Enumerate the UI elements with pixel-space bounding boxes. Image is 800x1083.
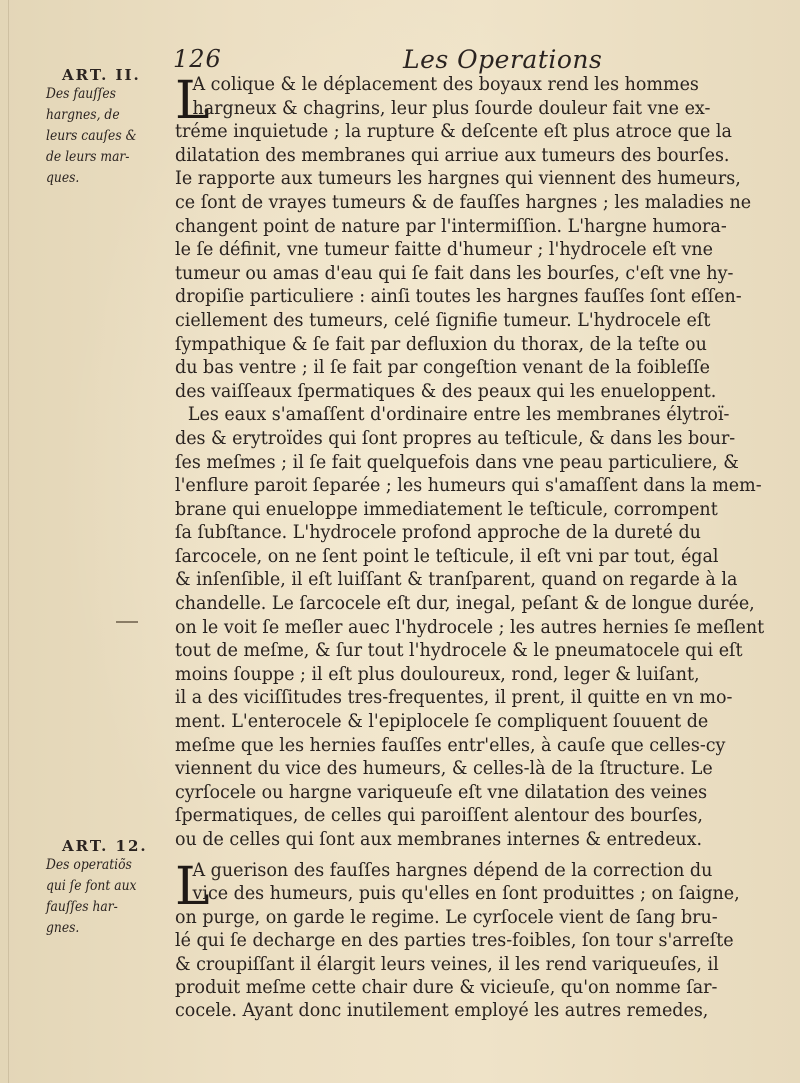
text-line: ce ſont de vrayes tumeurs & de fauſſes hargnes ; les maladies ne [175,190,752,213]
running-head: Les Operations [403,45,603,74]
text-line: ciellement des tumeurs, celé ſignifie tumeur. L'hydrocele eſt [175,308,711,331]
dropcap-initial: L [175,71,210,131]
text-line: brane qui enueloppe immediatement le teſticule, corrompent [175,497,718,520]
text-line: des & erytroïdes qui ſont propres au teſticule, & dans les bour- [175,426,736,449]
text-line: changent point de nature par l'intermiſſion. L'hargne humora- [175,214,727,237]
page-edge-shadow [8,0,9,1083]
text-line: dropiſie particuliere : ainſi toutes les hargnes fauſſes ſont eſſen- [175,285,742,308]
text-line: l'enflure paroit ſeparée ; les humeurs qui s'amaſſent dans la mem- [175,474,762,497]
text-line: tumeur ou amas d'eau qui ſe fait dans les bourſes, c'eſt vne hy- [175,261,734,284]
text-line: on purge, on garde le regime. Le cyrſocele vient de ſang bru- [175,905,718,928]
margin-note-line: de leurs mar- [46,149,130,165]
text-line: & croupiſſant il élargit leurs veines, il les rend variqueuſes, il [175,952,719,975]
text-line: A guerison des fauſſes hargnes dépend de la correction du [192,859,713,881]
text-line: il a des viciſſitudes tres-frequentes, il prent, il quitte en vn mo- [175,686,733,709]
text-line: A colique & le déplacement des boyaux rend les hommes [192,73,699,95]
text-line: Ie rapporte aux tumeurs les hargnes qui viennent des humeurs, [175,167,741,190]
margin-note-line: Des operatiõs [46,857,132,873]
margin-note-article-11 [46,66,166,189]
text-line: cyrſocele ou hargne variqueuſe eſt vne dilatation des veines [175,780,708,803]
text-line: moins ſouppe ; il eſt plus douloureux, rond, leger & luiſant, [175,662,700,685]
margin-dash-mark [116,621,138,623]
text-line: vice des humeurs, puis qu'elles en ſont produittes ; on ſaigne, [192,882,740,905]
text-line: on le voit ſe meſler auec l'hydrocele ; les autres hernies ſe meſlent [175,615,765,638]
text-line: ſpermatiques, de celles qui paroiſſent alentour des bourſes, [175,804,703,827]
text-line: dilatation des membranes qui arriue aux tumeurs des bourſes. [175,143,730,166]
text-line: cocele. Ayant donc inutilement employé les autres remedes, [175,999,709,1022]
margin-note-article-12 [46,837,166,939]
text-line: & inſenſible, il eſt luiſſant & tranſparent, quand on regarde à la [175,568,738,591]
text-line: lé qui ſe decharge en des parties tres-foibles, ſon tour s'arreſte [175,929,734,952]
margin-note-line: ques. [46,170,80,186]
section-1-text [175,73,785,852]
text-line: ſes meſmes ; il ſe fait quelquefois dans vne peau particuliere, & [175,450,739,473]
text-line: ſympathique & ſe fait par defluxion du thorax, de la teſte ou [175,332,707,355]
margin-note-line: gnes. [46,920,80,936]
text-line: hargneux & chagrins, leur plus ſourde douleur fait vne ex- [192,96,711,119]
text-line: ſarcocele, on ne ſent point le teſticule, il eſt vni par tout, égal [175,544,719,567]
text-line: tréme inquietude ; la rupture & deſcente eſt plus atroce que la [175,120,732,143]
page-number: 126 [173,45,222,73]
dropcap-initial: L [175,857,210,917]
margin-article-label: ART. II. [62,66,141,84]
margin-note-line: Des fauſſes [46,86,116,102]
text-line: viennent du vice des humeurs, & celles-là de la ſtructure. Le [175,757,713,780]
text-line: produit meſme cette chair dure & vicieuſe, qu'on nomme ſar- [175,975,718,998]
margin-note-line: leurs cauſes & [46,128,137,144]
section-2-text [175,859,785,1023]
text-line: ment. L'enterocele & l'epiplocele ſe compliquent ſouuent de [175,710,709,733]
text-line: le ſe définit, vne tumeur faitte d'humeur ; l'hydrocele eſt vne [175,238,714,261]
text-line: du bas ventre ; il ſe fait par congeſtion venant de la foibleſſe [175,356,710,379]
text-line: Les eaux s'amaſſent d'ordinaire entre les membranes élytroï- [187,403,730,426]
text-line: meſme que les hernies fauſſes entr'elles, à cauſe que celles-cy [175,733,726,756]
margin-note-line: hargnes, de [46,107,120,123]
text-line: ou de celles qui ſont aux membranes internes & entredeux. [175,828,703,850]
margin-note-line: qui ſe font aux [46,878,137,894]
text-line: ſa ſubſtance. L'hydrocele profond approche de la dureté du [175,521,701,544]
text-line: tout de meſme, & ſur tout l'hydrocele & le pneumatocele qui eſt [175,639,743,662]
margin-article-label: ART. 12. [62,837,148,855]
margin-note-line: fauſſes har- [46,899,118,915]
text-line: chandelle. Le ſarcocele eſt dur, inegal, peſant & de longue durée, [175,592,755,615]
text-line: des vaiſſeaux ſpermatiques & des peaux qui les enueloppent. [175,379,717,402]
